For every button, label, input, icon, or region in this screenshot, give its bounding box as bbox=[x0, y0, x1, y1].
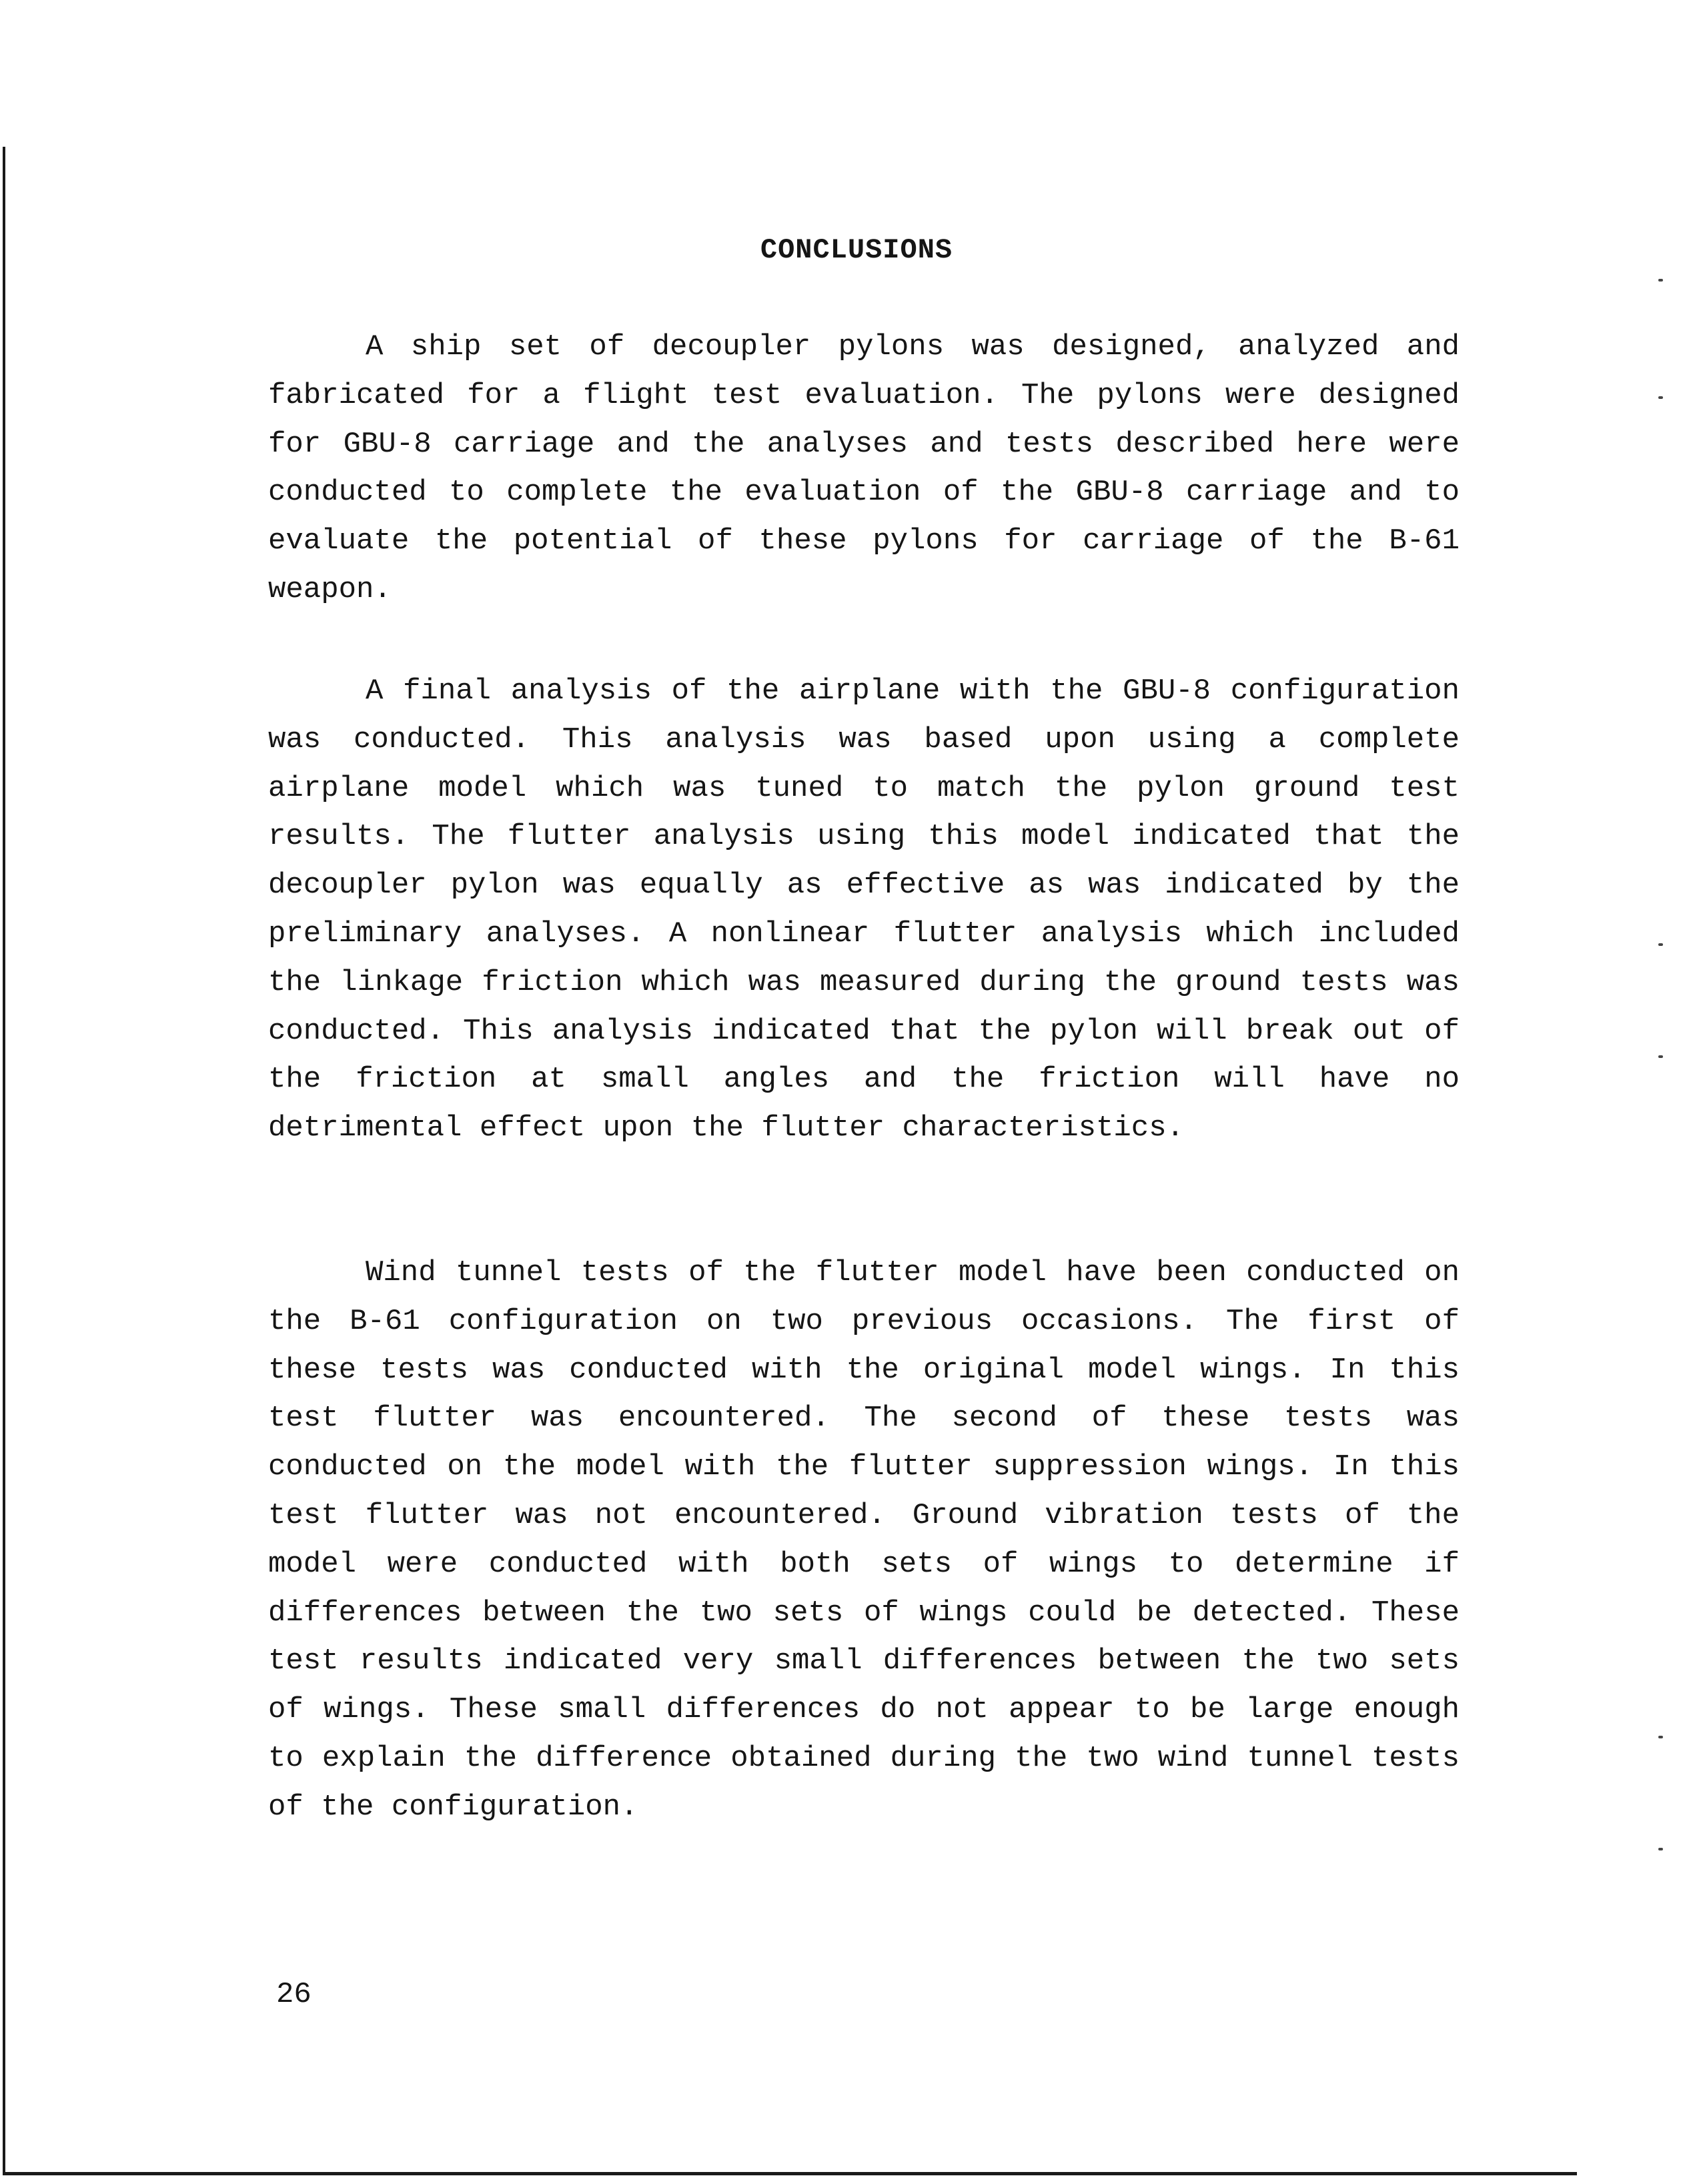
paragraph: A final analysis of the airplane with the GBU-8 configuration was conducted. This analysis was based upon using a complete airplane model which was tuned to match the pylon ground test results. The flutter analysis using this model indicated that the decoupler pylon was equally as effective as was indicated by the preliminary analyses. A nonlinear flutter analysis which included the linkage friction which was measured during the ground tests was conducted. This analysis indicated that the pylon will break out of the friction at small angles and the friction will have no detrimental effect upon the flutter characteristics. bbox=[268, 674, 1460, 1145]
scan-speck bbox=[1658, 1055, 1663, 1058]
scan-left-border bbox=[3, 147, 5, 2175]
scan-speck bbox=[1658, 1736, 1663, 1738]
paragraph: A ship set of decoupler pylons was designed, analyzed and fabricated for a flight test evaluation. The pylons were designed for GBU-8 carriage and the analyses and tests described here were conducted to complete the evaluation of the GBU-8 carriage and to evaluate the potential of these pylons for carriage of the B-61 weapon. bbox=[268, 330, 1460, 606]
scan-bottom-border bbox=[3, 2172, 1577, 2175]
scan-speck bbox=[1658, 396, 1663, 399]
section-heading: CONCLUSIONS bbox=[760, 234, 953, 266]
paragraph: Wind tunnel tests of the flutter model have been conducted on the B-61 configuration on two previous occasions. The first of these tests was conducted with the original model wings. In this test flutter was encountered. The second of these tests was conducted on the model with the flutter suppression wings. In this test flutter was not encountered. Ground vibration tests of the model were conducted with both sets of wings to determine if differences between the two sets of wings could be detected. These test results indicated very small differences between the two sets of wings. These small differences do not appear to be large enough to explain the difference obtained during the two wind tunnel tests of the configuration. bbox=[268, 1256, 1460, 1824]
scan-speck bbox=[1658, 1848, 1663, 1850]
scan-speck bbox=[1658, 279, 1663, 282]
scan-speck bbox=[1658, 943, 1663, 946]
page-number: 26 bbox=[276, 1978, 312, 2011]
